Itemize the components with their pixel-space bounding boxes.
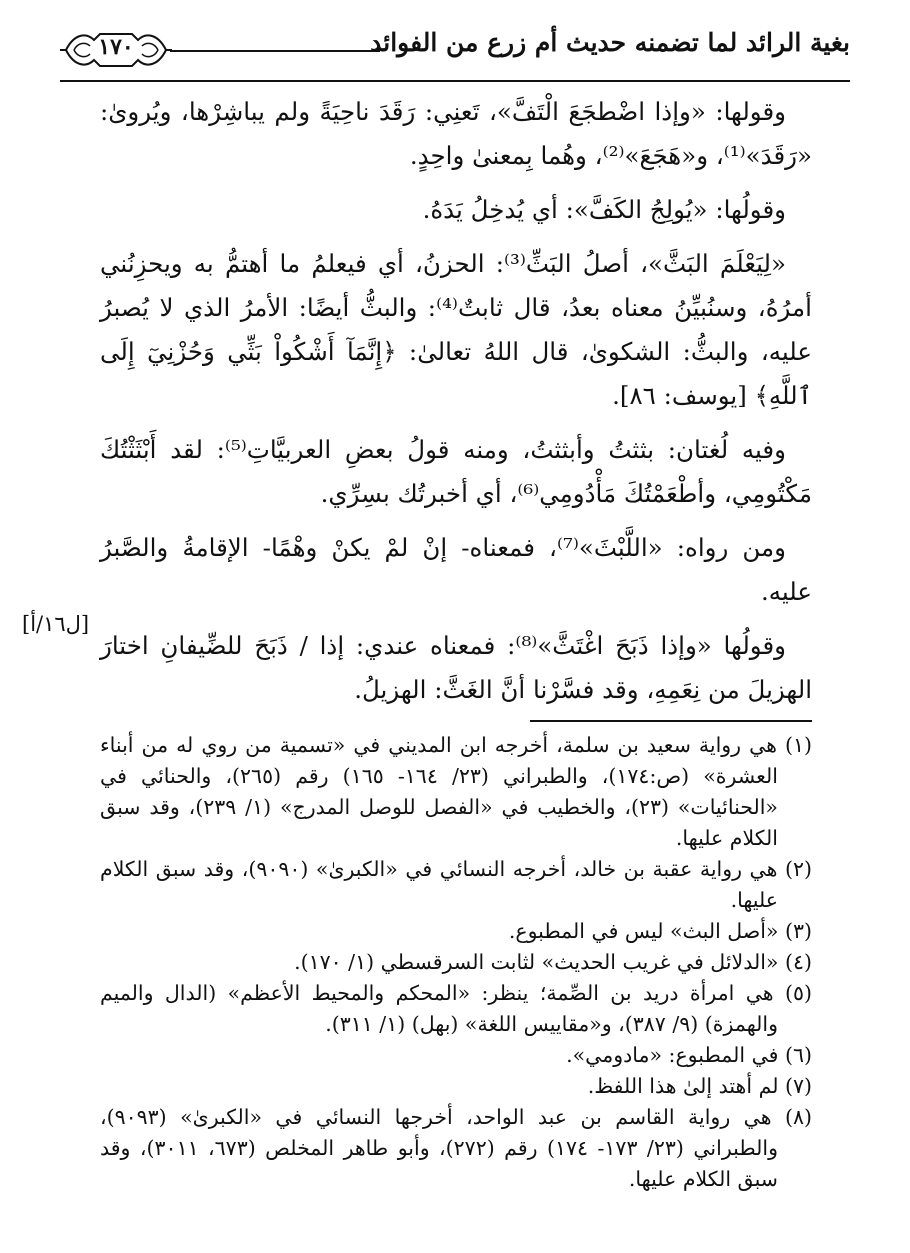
header-divider bbox=[60, 80, 850, 82]
header-rule bbox=[170, 50, 380, 52]
running-title: بغية الرائد لما تضمنه حديث أم زرع من الفوائد bbox=[370, 28, 850, 57]
paragraph bbox=[100, 428, 812, 516]
paragraph bbox=[100, 90, 812, 178]
paragraph-text: وقولُها: «يُولِجُ الكَفَّ»: أي يُدخِلُ يَدَهُ. bbox=[422, 195, 786, 224]
footnote: (٦) في المطبوع: «مادومي». bbox=[566, 1043, 812, 1067]
footnotes bbox=[100, 730, 812, 1195]
paragraph-text: «لِيَعْلَمَ البَثَّ»، أصلُ البَثِّ⁽³⁾: الحزنُ، أي فيعلمُ ما أهتمُّ به ويحزِنُني أمرُهُ، وسنُبيِّنُ معناه بعدُ، قال ثابتٌ⁽⁴⁾: والبثُّ أيضًا: الأمرُ الذي لا يُصبرُ عليه، والبثُّ: الشكوىٰ، قال اللهُ تعالىٰ: ﴿إِنَّمَآ أَشْكُواْ بَثِّي وَحُزْنِيٓ إِلَى ٱللَّهِ﴾ [يوسف: ٨٦]. bbox=[100, 249, 812, 410]
paragraph bbox=[100, 526, 812, 614]
footnote: (٥) هي امرأة دريد بن الصِّمة؛ ينظر: «المحكم والمحيط الأعظم» (الدال والميم والهمزة) (٩/ ٣٨٧)، و«مقاييس اللغة» (بهل) (١/ ٣١١). bbox=[100, 981, 812, 1036]
page-header bbox=[60, 22, 850, 78]
paragraph-text: وقولها: «وإذا اضْطجَعَ الْتَفَّ»، تَعنِي: رَقَدَ ناحِيَةً ولم يباشِرْها، ويُروىٰ: «رَقَدَ»⁽¹⁾، و«هَجَعَ»⁽²⁾، وهُما بِمعنىٰ واحِدٍ. bbox=[100, 97, 812, 170]
paragraph-text: ومن رواه: «اللَّبْثَ»⁽⁷⁾، فمعناه- إنْ لمْ يكنْ وهْمًا- الإقامةُ والصَّبرُ عليه. bbox=[100, 533, 812, 606]
footnote: (٤) «الدلائل في غريب الحديث» لثابت السرقسطي (١/ ١٧٠). bbox=[294, 950, 812, 974]
footnote: (٨) هي رواية القاسم بن عبد الواحد، أخرجها النسائي في «الكبرىٰ» (٩٠٩٣)، والطبراني (٢٣/ ١٧٣- ١٧٤) رقم (٢٧٢)، وأبو طاهر المخلص (٦٧٣، ٣٠١١)، وقد سبق الكلام عليها. bbox=[100, 1105, 812, 1191]
footnote-separator bbox=[530, 720, 812, 722]
paragraph bbox=[100, 188, 812, 232]
manuscript-folio-marker: [ل١٦/أ] bbox=[22, 612, 90, 636]
footnote: (٢) هي رواية عقبة بن خالد، أخرجه النسائي في «الكبرىٰ» (٩٠٩٠)، وقد سبق الكلام عليها. bbox=[100, 857, 812, 912]
page-number: ١٧٠ bbox=[98, 34, 134, 60]
paragraph-text: وقولُها «وإذا ذَبَحَ اغْتَثَّ»⁽⁸⁾: فمعناه عندي: إذا / ذَبَحَ للضِّيفانِ اختارَ الهزيلَ من نِعَمِهِ، وقد فسَّرْنا أنَّ الغَثَّ: الهزيلُ. bbox=[100, 631, 812, 704]
main-text bbox=[100, 90, 812, 722]
paragraph bbox=[100, 242, 812, 418]
footnote: (١) هي رواية سعيد بن سلمة، أخرجه ابن المديني في «تسمية من روي له من أبناء العشرة» (ص:١٧٤)، والطبراني (٢٣/ ١٦٤- ١٦٥) رقم (٢٦٥)، والحنائي في «الحنائيات» (٢٣)، والخطيب في «الفصل للوصل المدرج» (١/ ٢٣٩)، وقد سبق الكلام عليها. bbox=[100, 733, 812, 850]
paragraph bbox=[100, 624, 812, 712]
footnote: (٧) لم أهتد إلىٰ هذا اللفظ. bbox=[587, 1074, 812, 1098]
paragraph-text: وفيه لُغتان: بثثتُ وأبثثتُ، ومنه قولُ بعضِ العربيَّاتِ⁽⁵⁾: لقد أَبْثَثْتُكَ مَكْتُومِي، وأطْعَمْتُكَ مَأْدُومِي⁽⁶⁾، أي أخبرتُك بسِرِّي. bbox=[100, 435, 812, 508]
footnote: (٣) «أصل البث» ليس في المطبوع. bbox=[508, 919, 812, 943]
